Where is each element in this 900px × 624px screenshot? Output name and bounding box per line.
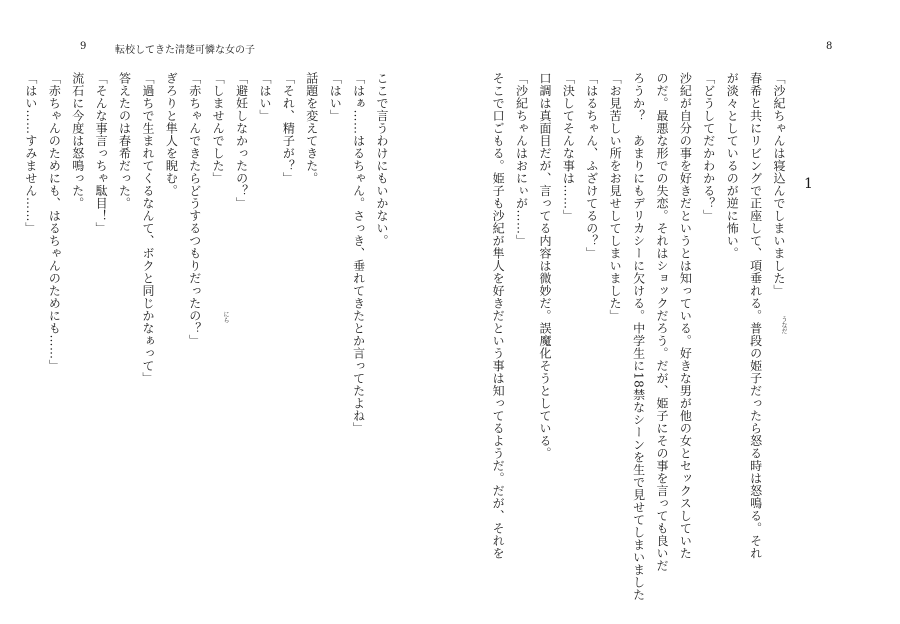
right-page-number: 8 — [826, 41, 833, 52]
text-line: 「お見苦しい所をお見せしてしまいました」 — [608, 72, 623, 322]
text-line: 「はい……すみません……」 — [23, 72, 38, 235]
text-line: 答えたのは春希だった。 — [117, 72, 132, 210]
text-line: 話題を変えてきた。 — [304, 72, 319, 185]
text-line: 「赤ちゃんのためにも、はるちゃんのためにも……」 — [47, 72, 62, 372]
text-line: が淡々としているのが逆に怖い。 — [725, 72, 740, 260]
text-line: ぎろりと隼人を睨む。 — [164, 72, 179, 197]
text-line: 「それ、精子が？」 — [281, 72, 296, 185]
text-line: のだ。最悪な形での失恋。それはショックだろう。だが、姫子にその事を言っても良いだ — [654, 72, 669, 572]
text-line: そこで口ごもる。姫子も沙紀が隼人を好きだという事は知ってるようだ。だが、それを — [491, 72, 506, 560]
text-line: 「避妊しなかったの？」 — [234, 72, 249, 210]
text-line: 「そんな事言っちゃ駄目！」 — [94, 72, 109, 235]
right-page-body — [491, 72, 790, 601]
text-line: ろうか？ あまりにもデリカシーに欠ける。中学生に18禁なシーンを生で見せてしまいました — [631, 72, 646, 601]
ruby-annotation: うなだ — [780, 316, 787, 334]
text-line: 「決してそんな事は……」 — [561, 72, 576, 222]
text-line: 「赤ちゃんできたらどうするつもりだったの？」 — [187, 72, 202, 347]
text-line: 「はるちゃん、ふざけてるの？」 — [584, 72, 599, 260]
text-line: 沙紀が自分の事を好きだというとは知っている。好きな男が他の女とセックスしていた — [678, 72, 693, 560]
text-line: 「はい」 — [257, 72, 272, 122]
ruby-annotation: にら — [222, 311, 229, 323]
text-line: ここで言うわけにもいかない。 — [375, 72, 389, 247]
left-page-number: 9 — [80, 41, 87, 52]
text-line: 「沙紀ちゃんはおにぃが……」 — [514, 72, 529, 247]
text-line: 「過ちで生まれてくるなんて、ボクと同じかなぁって」 — [140, 72, 155, 385]
left-page-body — [23, 72, 393, 582]
text-line: 「沙紀ちゃんは寝込んでしまいました」 — [772, 72, 786, 297]
chapter-number: 1 — [804, 176, 813, 192]
text-line: 春希と共にリビングで正座して、項垂れる。普段の姫子だったら怒る時は怒鳴る。それ — [748, 72, 763, 560]
text-line: 流石に今度は怒鳴った。 — [70, 72, 85, 210]
text-line: 「しませんでした」 — [211, 72, 226, 185]
text-line: 「どうしてだかわかる？」 — [701, 72, 716, 222]
text-line: 口調は真面目だが、言ってる内容は微妙だ。誤魔化そうとしている。 — [537, 72, 552, 460]
running-header-title: 転校してきた清楚可憐な女の子 — [115, 45, 255, 56]
text-line: 「はぁ……はるちゃん。さっき、垂れてきたとか言ってたよね」 — [351, 72, 366, 435]
text-line: 「はい」 — [328, 72, 343, 122]
